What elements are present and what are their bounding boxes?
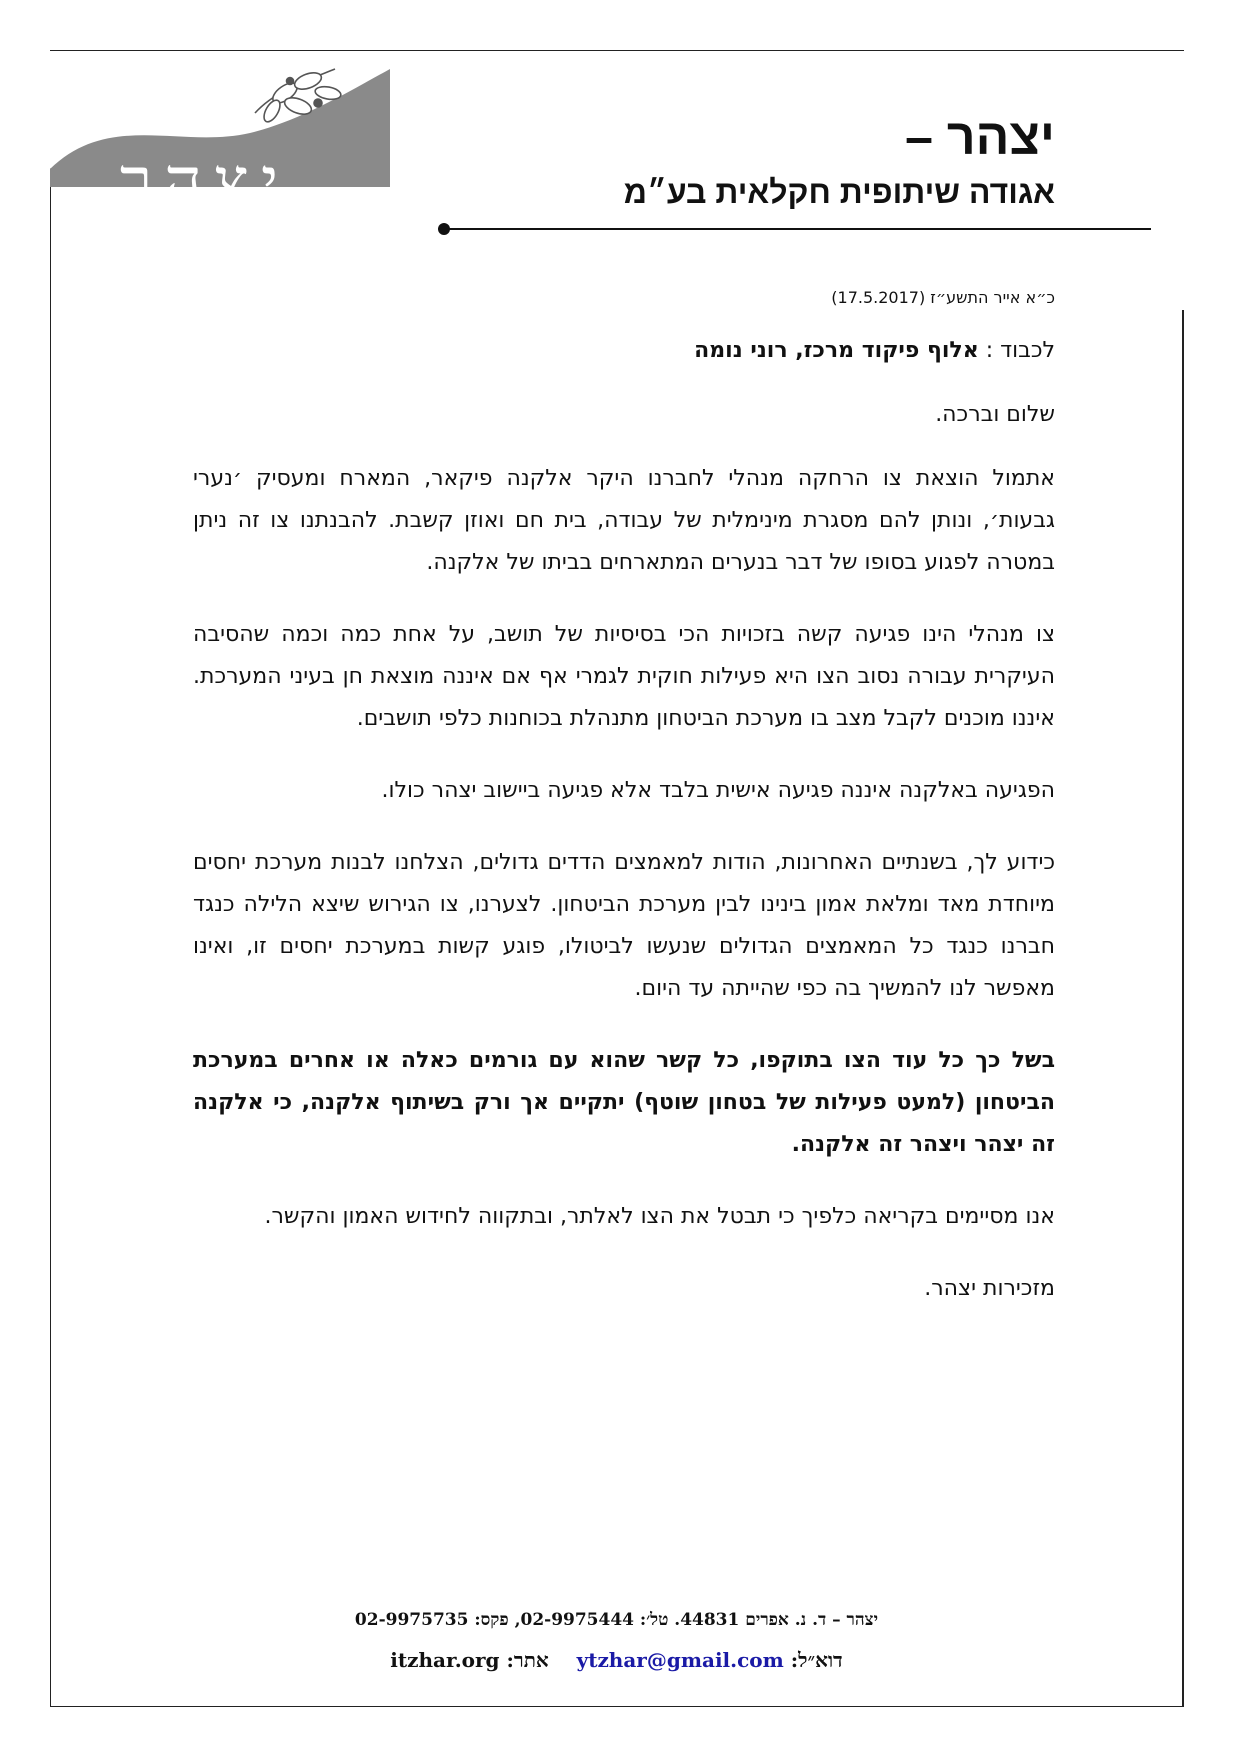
email-label: דוא״ל:	[790, 1648, 843, 1672]
header-rule	[444, 228, 1151, 230]
email-link[interactable]: ytzhar@gmail.com	[576, 1648, 784, 1672]
logo	[50, 51, 390, 220]
addressee	[193, 330, 1055, 372]
org-subtitle: אגודה שיתופית חקלאית בע״מ	[623, 174, 1055, 210]
site-label: אתר:	[506, 1648, 549, 1672]
logo-text: יצהר	[120, 143, 291, 220]
greeting: שלום וברכה.	[935, 402, 1055, 427]
closing-paragraph: אנו מסיימים בקריאה כלפיך כי תבטל את הצו לאלתר, ובתקווה לחידוש האמון והקשר.	[264, 1204, 1055, 1229]
paragraph: אתמול הוצאת צו הרחקה מנהלי לחברנו היקר אלקנה פיקאר, המארח ומעסיק ׳נערי גבעות׳, ונותן להם מסגרת מינימלית של עבודה, בית חם ואוזן קשבת. להבנתנו צו זה ניתן במטרה לפגוע בסופו של דבר בנערים המתארחים בביתו של אלקנה.	[193, 466, 1055, 575]
addressee-name: אלוף פיקוד מרכז, רוני נומה	[694, 338, 979, 363]
letter-body	[193, 330, 1055, 1310]
org-name: יצהר –	[905, 109, 1055, 165]
signature: מזכירות יצהר.	[924, 1276, 1055, 1301]
paragraph: צו מנהלי הינו פגיעה קשה בזכויות הכי בסיסיות של תושב, על אחת כמה וכמה שהסיבה העיקרית עבורה נסוב הצו היא פעילות חוקית לגמרי אף אם איננה מוצאת חן בעיני המערכת. איננו מוכנים לקבל מצב בו מערכת הביטחון מתנהלת בכוחנות כלפי תושבים.	[193, 622, 1055, 731]
page-frame-right	[1182, 310, 1184, 1706]
footer-contact	[50, 1648, 1183, 1673]
letter-date: כ״א אייר התשע״ז (17.5.2017)	[831, 288, 1055, 307]
site-link[interactable]: itzhar.org	[390, 1648, 500, 1672]
addressee-label: לכבוד :	[985, 338, 1055, 363]
bold-paragraph: בשל כך כל עוד הצו בתוקפו, כל קשר שהוא עם גורמים כאלה או אחרים במערכת הביטחון (למעט פעילות של בטחון שוטף) יתקיים אך ורק בשיתוף אלקנה, כי אלקנה זה יצהר ויצהר זה אלקנה.	[193, 1048, 1055, 1157]
footer-address: יצהר – ד. נ. אפרים 44831. טל׳: 02-9975444, פקס: 02-9975735	[354, 1610, 879, 1630]
paragraph: כידוע לך, בשנתיים האחרונות, הודות למאמצים הדדים גדולים, הצלחנו לבנות מערכת יחסים מיוחדת מאד ומלאת אמון בינינו לבין מערכת הביטחון. לצערנו, צו הגירוש שיצא הלילה כנגד חברנו כנגד כל המאמצים הגדולים שנעשו לביטולו, פוגע קשות במערכת יחסים זו, ואינו מאפשר לנו להמשיך בה כפי שהייתה עד היום.	[193, 850, 1055, 1001]
paragraph: הפגיעה באלקנה איננה פגיעה אישית בלבד אלא פגיעה ביישוב יצהר כולו.	[381, 778, 1055, 803]
